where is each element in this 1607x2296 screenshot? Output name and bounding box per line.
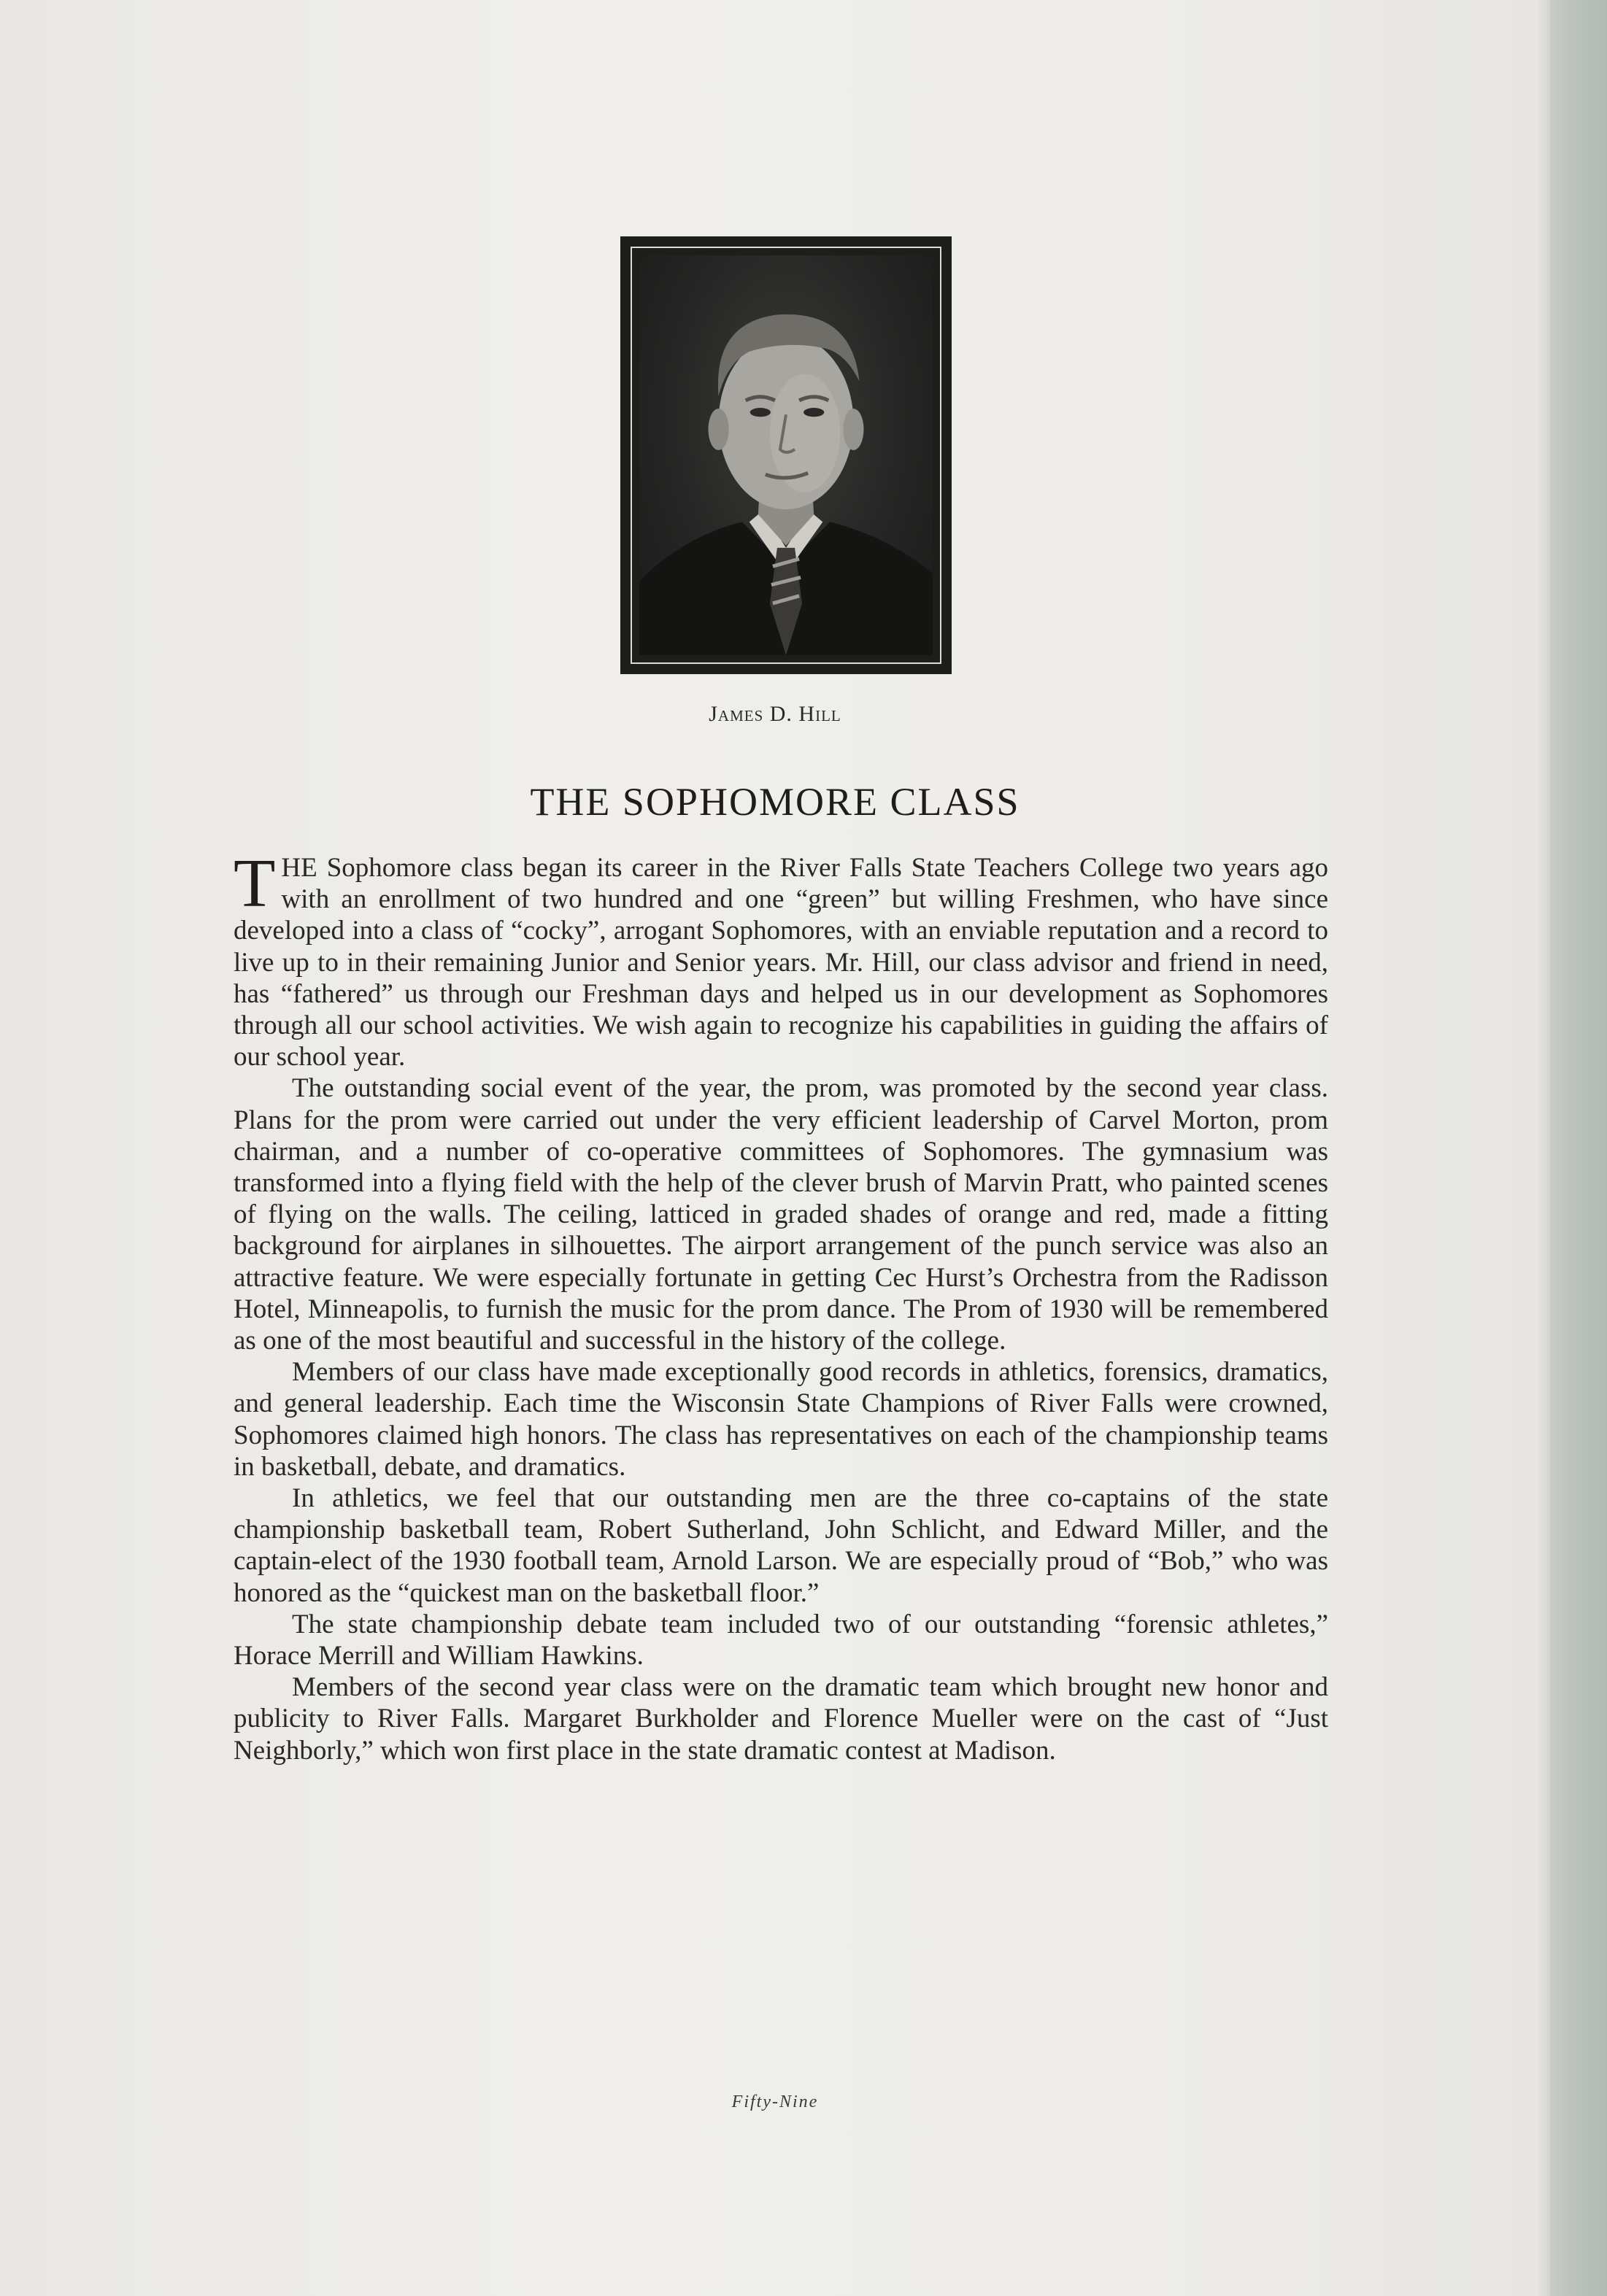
page-edge [1550, 0, 1607, 2296]
article-paragraph: Members of our class have made exceptionally good records in athletics, forensics, dramatics, and general leadership. Each time the Wisconsin State Champions of River Falls were crowned, Sophomores claimed high honors. The class has representatives on each of the championship teams in basketball, debate, and dramatics. [234, 1357, 1328, 1482]
portrait-ear-left [708, 409, 728, 450]
page-edge-shadow [1535, 0, 1552, 2296]
portrait-photo [639, 255, 933, 655]
drop-cap: T [234, 846, 276, 921]
article-paragraph: The outstanding social event of the year, the prom, was promoted by the second year class. Plans for the prom were carried out under the very efficient leadership of Carvel Morton, prom chairman, and a number of co-operative committees of Sophomores. The gymnasium was transformed into a flying field with the help of the clever brush of Marvin Pratt, who painted scenes of flying on the walls. The ceiling, latticed in graded shades of orange and red, made a fitting background for airplanes in silhouettes. The airport arrangement of the punch service was also an attractive feature. We were especially fortunate in getting Cec Hurst’s Orchestra from the Radisson Hotel, Minneapolis, to furnish the music for the prom dance. The Prom of 1930 will be remembered as one of the most beautiful and successful in the history of the college. [234, 1073, 1328, 1356]
article-paragraph [234, 846, 1328, 1072]
portrait-ear-right [843, 409, 863, 450]
portrait-eye-right [804, 408, 824, 417]
paragraph-text: HE Sophomore class began its career in the River Falls State Teachers College two years ago with an enrollment of two hundred and one “green” but willing Freshmen, who have since developed into a class of “cocky”, arrogant Sophomores, with an enviable reputation and a record to live up to in their remaining Junior and Senior years. Mr. Hill, our class advisor and friend in need, has “fathered” us through our Freshman days and helped us in our development as Sophomores through all our school activities. We wish again to recognize his capabilities in guiding the affairs of our school year. [234, 853, 1328, 1072]
article-paragraph: The state championship debate team included two of our outstanding “forensic athletes,” Horace Merrill and William Hawkins. [234, 1609, 1328, 1671]
article-body [234, 846, 1328, 1766]
portrait-caption: James D. Hill [709, 702, 841, 726]
article-paragraph: In athletics, we feel that our outstanding men are the three co-captains of the state championship basketball team, Robert Sutherland, John Schlicht, and Edward Miller, and the captain-elect of the 1930 football team, Arnold Larson. We are especially proud of “Bob,” who was honored as the “quickest man on the basketball floor.” [234, 1483, 1328, 1608]
article-title: THE SOPHOMORE CLASS [530, 780, 1020, 824]
portrait-frame [620, 236, 952, 674]
portrait-illustration [639, 255, 933, 655]
portrait-eye-left [750, 408, 771, 417]
page-number: Fifty-Nine [731, 2092, 819, 2111]
article-paragraph: Members of the second year class were on the dramatic team which brought new honor and publicity to River Falls. Margaret Burkholder and Florence Mueller were on the cast of “Just Neighborly,” which won first place in the state dramatic contest at Madison. [234, 1672, 1328, 1766]
portrait-inner-border [631, 247, 941, 664]
